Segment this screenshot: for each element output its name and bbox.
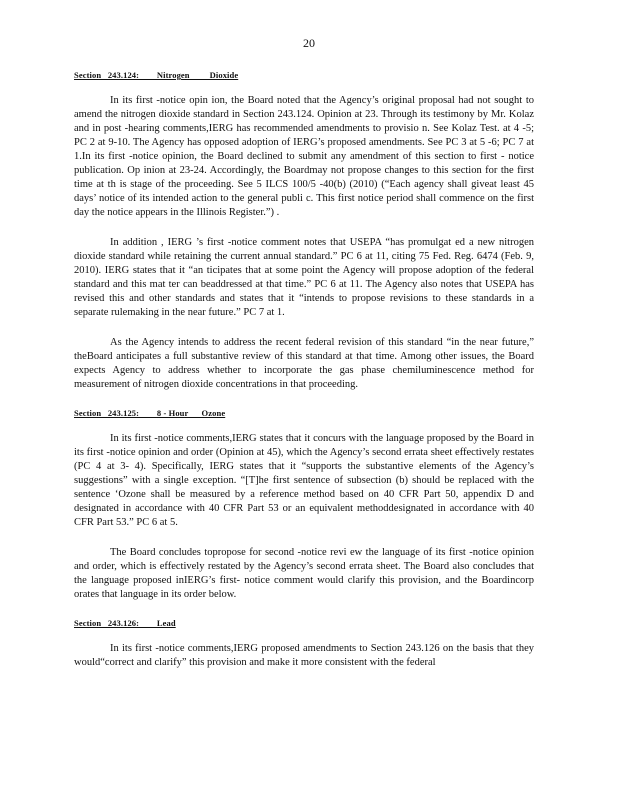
section-heading-243-125: Section 243.125: 8 - Hour Ozone <box>74 408 226 418</box>
paragraph: In its first -notice comments,IERG proposed amendments to Section 243.126 on the basis that they would“correct and clarify” this provision and make it more consistent with the federal <box>74 643 534 668</box>
paragraph: The Board concludes topropose for second -notice revi ew the language of its first -notice opinion and order, which is effectively restated by the Agency’s second errata sheet. The Board also concludes that the language proposed inIERG’s first- notice comment would clarify this provision, and the Boardincorp orates that language in its order below. <box>74 547 534 600</box>
section-heading-243-124: Section 243.124: Nitrogen Dioxide <box>74 70 239 80</box>
paragraph: In its first -notice opin ion, the Board noted that the Agency’s original proposal had not sought to amend the nitrogen dioxide standard in Section 243.124. Opinion at 23. Through its testimony by Mr. Kolaz and in post -hearing comments,IERG has recommended amendments to provisio n. See Kolaz Test. at 4 -5; PC 2 at 9-10. The Agency has opposed adoption of IERG’s proposed amendments. See PC 3 at 5 -6; PC 7 at 1.In its first -notice opinion, the Board declined to submit any amendment of this section to first - notice publication. Op inion at 23-24. Accordingly, the Boardmay not propose changes to this section for the first time at th is stage of the proceeding. See 5 ILCS 100/5 -40(b) (2010) (“Each agency shall giveat least 45 days’ notice of its intended action to the general publi c. This first notice period shall commence on the first day the notice appears in the Illinois Register.”) . <box>74 95 534 218</box>
document-body <box>74 70 534 686</box>
page-number: 20 <box>303 36 315 50</box>
paragraph: In addition , IERG ’s first -notice comment notes that USEPA “has promulgat ed a new nitrogen dioxide standard while retaining the current annual standard.” PC 6 at 11, citing 75 Fed. Reg. 6474 (Feb. 9, 2010). IERG states that it “an ticipates that at some point the Agency will propose adoption of the federal standard and this mat ter can beaddressed at that time.” PC 6 at 11. The Agency also notes that USEPA has revised this and other standards and states that it “intends to propose revisions to these standards in a separate rulemaking in the near future.” PC 7 at 1. <box>74 237 534 318</box>
paragraph: As the Agency intends to address the recent federal revision of this standard “in the near future,” theBoard anticipates a full substantive review of this standard at that time. Among other issues, the Board expects Agency to address whether to incorporate the gas phase chemiluminescence method for measurement of nitrogen dioxide concentrations in that proceeding. <box>74 337 534 390</box>
paragraph: In its first -notice comments,IERG states that it concurs with the language proposed by the Board in its first -notice opinion and order (Opinion at 45), which the Agency’s second errata sheet effectively restates (PC 4 at 3- 4). Specifically, IERG states that it “supports the substantive elements of the Agency’s suggestions” with a single exception. “[T]he first sentence of subsection (b) should be replaced with the sentence ‘Ozone shall be measured by a reference method based on 40 CFR Part 50, appendix D and designated in accordance with 40 CFR Part 53 or an equivalent methoddesignated in accordance with 40 CFR Part 53.” PC 6 at 5. <box>74 433 534 528</box>
section-heading-243-126: Section 243.126: Lead <box>74 618 176 628</box>
